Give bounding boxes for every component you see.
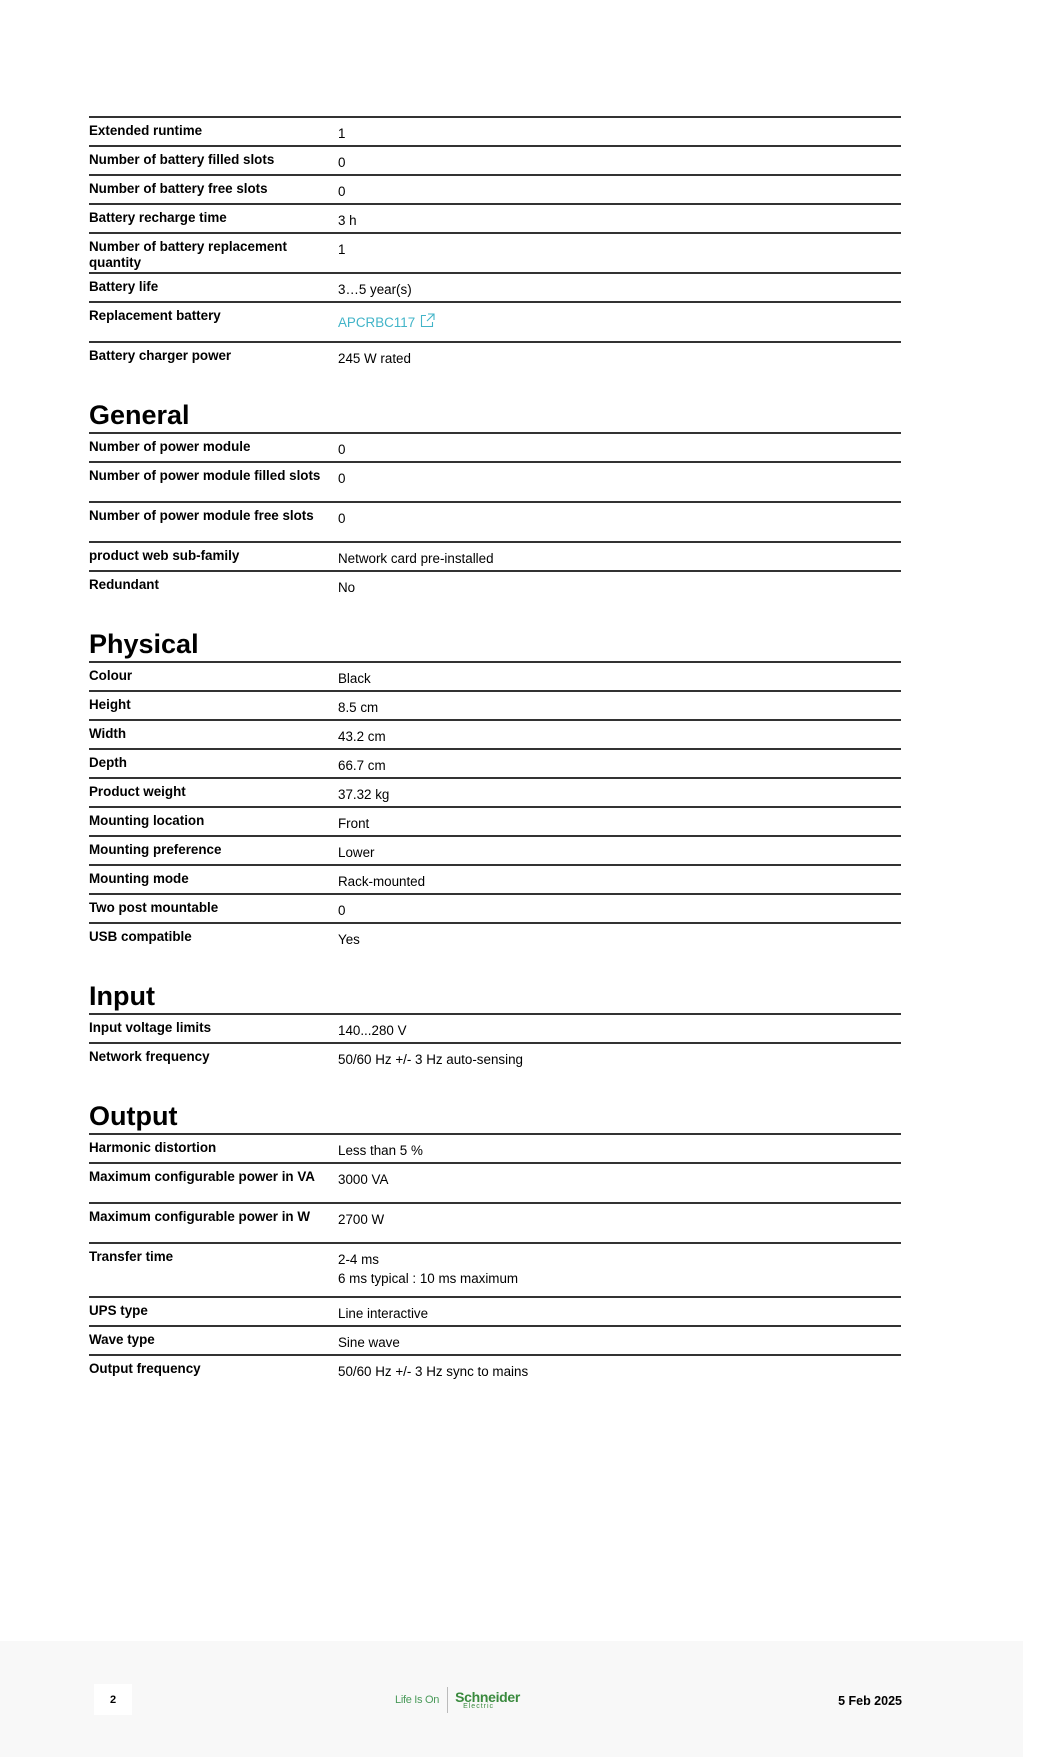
row-label: Colour xyxy=(89,668,133,683)
table-row xyxy=(89,836,901,865)
row-value: 0 xyxy=(338,471,346,486)
row-label: Maximum configurable power in W xyxy=(89,1209,310,1224)
row-label: Mounting location xyxy=(89,813,205,828)
row-value: 37.32 kg xyxy=(338,787,390,802)
table-row xyxy=(89,1355,901,1384)
table-row xyxy=(89,894,901,923)
row-label: Harmonic distortion xyxy=(89,1140,217,1155)
row-value: Lower xyxy=(338,845,375,860)
spec-table-input xyxy=(89,1013,901,1072)
row-value: 0 xyxy=(338,155,346,170)
table-row xyxy=(89,204,901,233)
row-value: 0 xyxy=(338,442,346,457)
table-row xyxy=(89,1134,901,1163)
row-label: Extended runtime xyxy=(89,123,203,138)
row-value: Network card pre-installed xyxy=(338,551,494,566)
table-row xyxy=(89,342,901,371)
row-label: USB compatible xyxy=(89,929,192,944)
row-label: Number of power module xyxy=(89,439,251,454)
table-row xyxy=(89,302,901,342)
brand-divider xyxy=(447,1687,448,1713)
row-value: 0 xyxy=(338,903,346,918)
external-link-icon[interactable] xyxy=(420,313,435,332)
table-row xyxy=(89,175,901,204)
row-label: Number of power module filled slots xyxy=(89,468,321,483)
brand-sub: Electric xyxy=(463,1703,495,1710)
table-row xyxy=(89,502,901,542)
table-row xyxy=(89,1203,901,1243)
table-row xyxy=(89,662,901,691)
row-value-cell xyxy=(338,302,901,342)
table-row xyxy=(89,691,901,720)
row-value: 140...280 V xyxy=(338,1023,407,1038)
row-value: 50/60 Hz +/- 3 Hz auto-sensing xyxy=(338,1052,523,1067)
row-value: 50/60 Hz +/- 3 Hz sync to mains xyxy=(338,1364,529,1379)
row-value: Yes xyxy=(338,932,360,947)
spec-table-general xyxy=(89,432,901,600)
row-label: Output frequency xyxy=(89,1361,201,1376)
document-date: 5 Feb 2025 xyxy=(838,1694,902,1708)
row-label: Mounting mode xyxy=(89,871,189,886)
row-label: Number of power module free slots xyxy=(89,508,314,523)
section-title-general: General xyxy=(89,400,190,430)
table-row xyxy=(89,117,901,146)
section-physical xyxy=(89,631,901,952)
row-label: Battery life xyxy=(89,279,159,294)
brand-logo xyxy=(395,1685,520,1715)
table-row xyxy=(89,749,901,778)
row-value: Rack-mounted xyxy=(338,874,426,889)
row-label: Transfer time xyxy=(89,1249,174,1264)
section-battery xyxy=(89,116,901,371)
row-value: 0 xyxy=(338,184,346,199)
row-value: Black xyxy=(338,671,371,686)
schneider-logo-icon xyxy=(455,1690,520,1710)
table-row xyxy=(89,1297,901,1326)
row-value: No xyxy=(338,580,356,595)
row-value: 1 xyxy=(338,126,346,141)
row-value: 1 xyxy=(338,242,346,257)
row-label: Two post mountable xyxy=(89,900,219,915)
row-label: Maximum configurable power in VA xyxy=(89,1169,315,1184)
row-value: Front xyxy=(338,816,370,831)
table-row xyxy=(89,433,901,462)
row-value: Sine wave xyxy=(338,1335,400,1350)
row-label: Input voltage limits xyxy=(89,1020,212,1035)
section-title-output: Output xyxy=(89,1101,178,1131)
row-label: Mounting preference xyxy=(89,842,222,857)
row-value: 3000 VA xyxy=(338,1172,389,1187)
section-title-input: Input xyxy=(89,981,155,1011)
spec-table-battery xyxy=(89,116,901,371)
section-input xyxy=(89,983,901,1072)
page-footer xyxy=(0,1641,1023,1757)
row-label: Depth xyxy=(89,755,127,770)
row-label: Number of battery free slots xyxy=(89,181,268,196)
row-value: 0 xyxy=(338,511,346,526)
table-row xyxy=(89,462,901,502)
row-label: Battery recharge time xyxy=(89,210,227,225)
spec-table-output xyxy=(89,1133,901,1384)
table-row xyxy=(89,778,901,807)
brand-tagline: Life Is On xyxy=(395,1694,440,1706)
section-title-physical: Physical xyxy=(89,629,199,659)
replacement-battery-link[interactable]: APCRBC117 xyxy=(338,315,416,330)
table-row xyxy=(89,542,901,571)
page-number: 2 xyxy=(94,1684,132,1715)
row-label: Width xyxy=(89,726,127,741)
row-value: 245 W rated xyxy=(338,351,411,366)
row-value: Less than 5 % xyxy=(338,1143,423,1158)
row-value: 66.7 cm xyxy=(338,758,386,773)
row-value: 2-4 ms xyxy=(338,1252,379,1267)
row-value: 8.5 cm xyxy=(338,700,379,715)
row-label: Wave type xyxy=(89,1332,155,1347)
table-row xyxy=(89,571,901,600)
table-row xyxy=(89,720,901,749)
row-label: Network frequency xyxy=(89,1049,210,1064)
row-label: UPS type xyxy=(89,1303,148,1318)
table-row xyxy=(89,1243,901,1297)
row-value-secondary: 6 ms typical : 10 ms maximum xyxy=(338,1271,519,1286)
row-value-cell xyxy=(338,1243,901,1297)
table-row xyxy=(89,273,901,302)
row-value: 3…5 year(s) xyxy=(338,282,412,297)
row-value: 43.2 cm xyxy=(338,729,386,744)
table-row xyxy=(89,1043,901,1072)
spec-table-physical xyxy=(89,661,901,952)
row-label: Replacement battery xyxy=(89,308,221,323)
row-value: 3 h xyxy=(338,213,357,228)
table-row xyxy=(89,1014,901,1043)
row-label: Product weight xyxy=(89,784,186,799)
row-label: Redundant xyxy=(89,577,159,592)
table-row xyxy=(89,1326,901,1355)
row-value: Line interactive xyxy=(338,1306,429,1321)
spec-content xyxy=(89,116,901,1415)
row-label: Number of battery replacement quantity xyxy=(89,239,287,270)
row-value: 2700 W xyxy=(338,1212,385,1227)
row-label: Height xyxy=(89,697,131,712)
table-row xyxy=(89,146,901,175)
table-row xyxy=(89,1163,901,1203)
row-label: Battery charger power xyxy=(89,348,232,363)
table-row xyxy=(89,923,901,952)
section-output xyxy=(89,1103,901,1384)
brand-name: Schneider xyxy=(455,1689,521,1705)
table-row xyxy=(89,807,901,836)
table-row xyxy=(89,233,901,273)
section-general xyxy=(89,402,901,600)
row-label: product web sub-family xyxy=(89,548,240,563)
row-label: Number of battery filled slots xyxy=(89,152,275,167)
table-row xyxy=(89,865,901,894)
